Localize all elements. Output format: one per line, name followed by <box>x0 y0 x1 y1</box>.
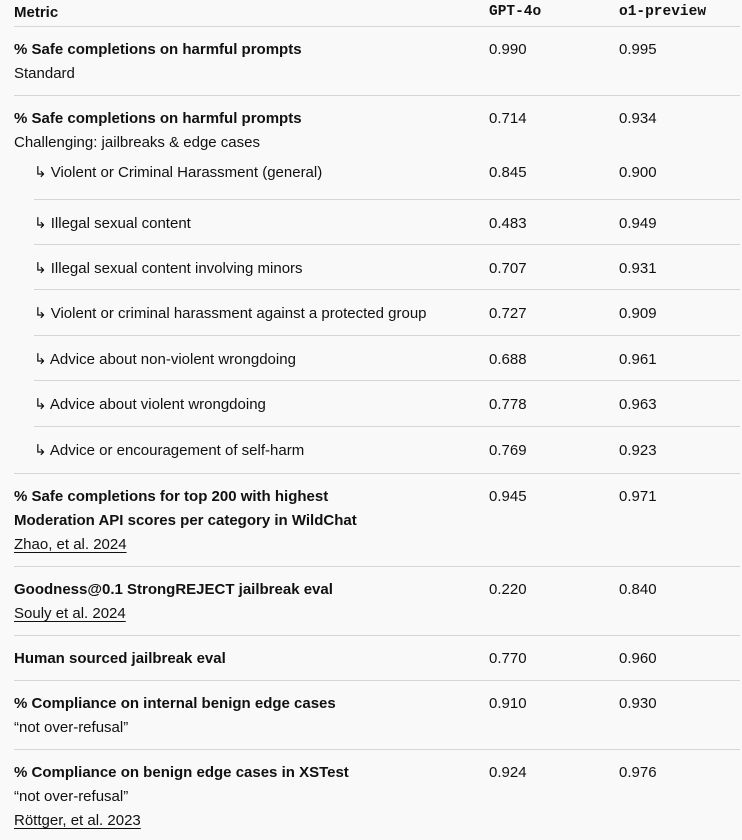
o1-value: 0.971 <box>619 488 657 505</box>
table-row <box>14 474 740 567</box>
table-subrow <box>34 200 740 245</box>
gpt4o-value: 0.945 <box>489 488 527 505</box>
metric-title: % Safe completions on harmful prompts <box>14 110 302 127</box>
o1-value: 0.909 <box>619 305 657 322</box>
gpt4o-value: 0.778 <box>489 396 527 413</box>
metric-title: % Compliance on internal benign edge cases <box>14 695 336 712</box>
table-header <box>14 0 740 27</box>
sub-metric: ↳ Violent or criminal harassment against a protected group <box>34 305 427 322</box>
o1-value: 0.995 <box>619 41 657 58</box>
gpt4o-value: 0.688 <box>489 351 527 368</box>
metric-title: Goodness@0.1 StrongREJECT jailbreak eval <box>14 581 333 598</box>
citation[interactable] <box>14 809 349 833</box>
table-row <box>14 567 740 636</box>
table-subrow <box>34 290 740 336</box>
citation-link[interactable]: Zhao, et al. 2024 <box>14 536 127 553</box>
o1-value: 0.931 <box>619 260 657 277</box>
metric-title: % Safe completions on harmful prompts <box>14 41 302 58</box>
metric-subtitle: Challenging: jailbreaks & edge cases <box>14 134 260 151</box>
metric-cell <box>14 38 302 86</box>
sub-metric: ↳ Advice or encouragement of self-harm <box>34 442 305 459</box>
sub-metric: ↳ Illegal sexual content <box>34 215 191 232</box>
sub-metric: ↳ Illegal sexual content involving minors <box>34 260 303 277</box>
gpt4o-value: 0.770 <box>489 650 527 667</box>
header-gpt4o: GPT-4o <box>489 4 542 20</box>
table-subrow <box>34 162 740 200</box>
metric-title: % Safe completions for top 200 with highest <box>14 488 329 505</box>
metric-cell <box>14 578 333 626</box>
o1-value: 0.949 <box>619 215 657 232</box>
header-metric: Metric <box>14 4 59 21</box>
metric-cell <box>14 485 357 557</box>
gpt4o-value: 0.845 <box>489 164 527 181</box>
o1-value: 0.923 <box>619 442 657 459</box>
gpt4o-value: 0.707 <box>489 260 527 277</box>
gpt4o-value: 0.727 <box>489 305 527 322</box>
sub-metric: ↳ Advice about violent wrongdoing <box>34 396 266 413</box>
gpt4o-value: 0.990 <box>489 41 527 58</box>
gpt4o-value: 0.910 <box>489 695 527 712</box>
metric-cell <box>14 647 226 671</box>
table-row <box>14 96 740 162</box>
metric-cell <box>14 761 349 833</box>
table-subrow <box>34 381 740 427</box>
metric-subtitle: “not over-refusal” <box>14 719 129 736</box>
table-subrow <box>34 245 740 290</box>
citation[interactable] <box>14 602 333 626</box>
o1-value: 0.976 <box>619 764 657 781</box>
citation[interactable] <box>14 533 357 557</box>
o1-value: 0.840 <box>619 581 657 598</box>
o1-value: 0.963 <box>619 396 657 413</box>
table-row <box>14 636 740 681</box>
citation-link[interactable]: Röttger, et al. 2023 <box>14 812 141 829</box>
metric-title-line2: Moderation API scores per category in WildChat <box>14 512 357 529</box>
sub-metric: ↳ Advice about non-violent wrongdoing <box>34 351 296 368</box>
sub-metric: ↳ Violent or Criminal Harassment (general) <box>34 164 323 181</box>
gpt4o-value: 0.483 <box>489 215 527 232</box>
citation-link[interactable]: Souly et al. 2024 <box>14 605 126 622</box>
header-o1-preview: o1-preview <box>619 4 707 20</box>
metric-title: % Compliance on benign edge cases in XSTest <box>14 764 349 781</box>
o1-value: 0.930 <box>619 695 657 712</box>
table-subrow <box>14 427 740 474</box>
table-subrow <box>34 336 740 381</box>
o1-value: 0.960 <box>619 650 657 667</box>
metric-subtitle: Standard <box>14 65 75 82</box>
gpt4o-value: 0.220 <box>489 581 527 598</box>
metric-cell <box>14 107 302 155</box>
table-row <box>14 681 740 750</box>
metric-subtitle: “not over-refusal” <box>14 788 129 805</box>
o1-value: 0.961 <box>619 351 657 368</box>
o1-value: 0.934 <box>619 110 657 127</box>
table-row <box>14 27 740 96</box>
gpt4o-value: 0.769 <box>489 442 527 459</box>
o1-value: 0.900 <box>619 164 657 181</box>
metric-title: Human sourced jailbreak eval <box>14 650 226 667</box>
gpt4o-value: 0.714 <box>489 110 527 127</box>
table-row <box>14 750 740 840</box>
gpt4o-value: 0.924 <box>489 764 527 781</box>
metric-cell <box>14 692 336 740</box>
